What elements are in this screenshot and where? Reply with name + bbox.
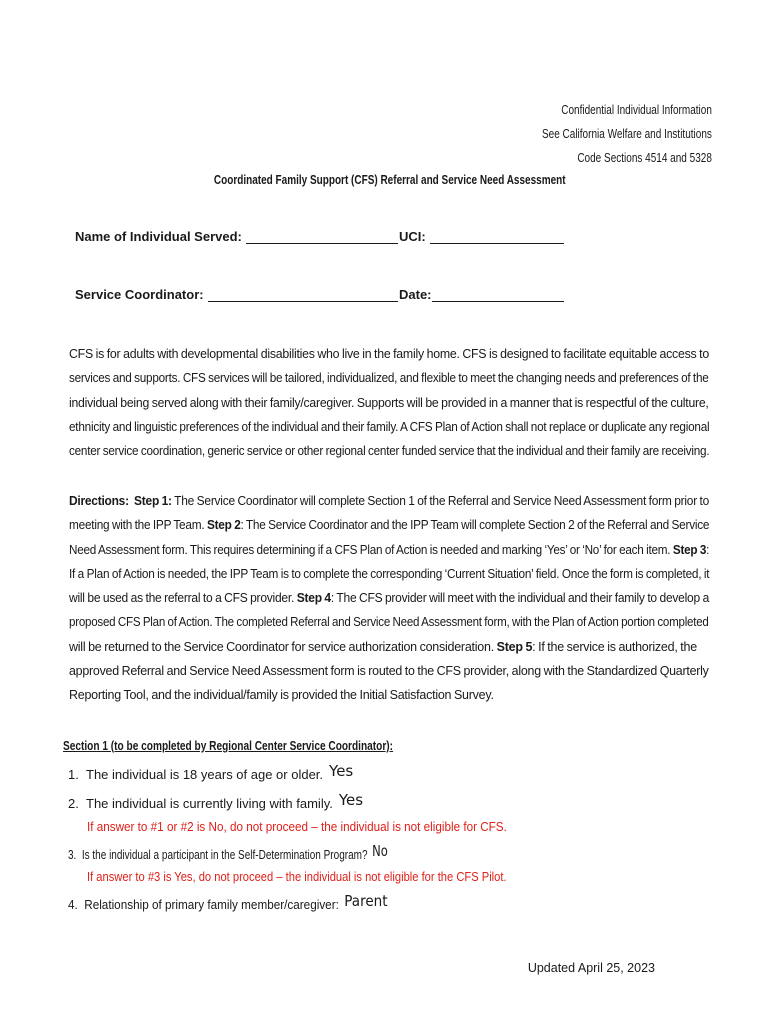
directions-line [69, 489, 710, 513]
intro-line: individual being served along with their family/caregiver. Supports will be provided in a manner that is respectful of the culture, [69, 395, 709, 410]
item-question: Relationship of primary family member/caregiver: [84, 897, 339, 912]
item-number: 2. [68, 796, 79, 811]
item-number: 4. [68, 897, 78, 912]
item-answer-field[interactable]: Yes [338, 791, 364, 809]
confidentiality-line-2: See California Welfare and Institutions [542, 126, 712, 141]
item-question: The individual is currently living with family. [86, 796, 333, 811]
eligibility-warning-2: If answer to #3 is Yes, do not proceed – the individual is not eligible for the CFS Pilot. [87, 869, 507, 884]
directions-line [69, 635, 709, 659]
directions-text: meeting with the IPP Team. [69, 518, 207, 533]
date-label: Date: [399, 287, 432, 302]
step-4-label: Step 4 [296, 591, 331, 606]
item-number: 3. [68, 847, 77, 862]
service-coordinator-field[interactable] [75, 287, 398, 302]
confidentiality-line-3: Code Sections 4514 and 5328 [577, 150, 712, 165]
directions-text: : The Service Coordinator and the IPP Team will complete Section 2 of the Referral and Service [240, 518, 710, 533]
directions-line: proposed CFS Plan of Action. The completed Referral and Service Need Assessment form, with the Plan of Action portion completed [69, 615, 709, 630]
directions-text: : [706, 542, 710, 557]
directions-text: : The CFS provider will meet with the individual and their family to develop a [330, 591, 710, 606]
directions-line [69, 513, 710, 537]
confidentiality-line-1: Confidential Individual Information [561, 102, 712, 117]
service-coordinator-label: Service Coordinator: [75, 287, 204, 302]
eligibility-warning-1: If answer to #1 or #2 is No, do not proceed – the individual is not eligible for CFS. [87, 819, 507, 834]
name-of-individual-label: Name of Individual Served: [75, 229, 242, 244]
item-answer-field[interactable]: Yes [329, 762, 354, 780]
directions-paragraph [69, 489, 709, 708]
intro-line: services and supports. CFS services will be tailored, individualized, and flexible to meet the changing needs and preferences of the [69, 371, 709, 386]
service-coordinator-input-line[interactable] [208, 287, 398, 302]
directions-line [69, 538, 710, 562]
step-1-text: The Service Coordinator will complete Section 1 of the Referral and Service Need Assessment form prior to [171, 494, 710, 508]
section-1-item-3 [68, 842, 388, 863]
updated-date: Updated April 25, 2023 [527, 961, 655, 975]
date-input-line[interactable] [432, 287, 564, 302]
directions-text: : If the service is authorized, the [532, 639, 697, 654]
directions-line: Reporting Tool, and the individual/family is provided the Initial Satisfaction Survey. [69, 688, 494, 703]
item-number: 1. [68, 767, 79, 782]
step-3-label: Step 3 [672, 542, 707, 557]
directions-line [69, 586, 710, 610]
step-5-label: Step 5 [496, 639, 533, 654]
uci-input-line[interactable] [430, 229, 564, 244]
intro-line: center service coordination, generic service or other regional center funded service that the individual and their family are receiving. [69, 444, 710, 459]
directions-line: If a Plan of Action is needed, the IPP Team is to complete the corresponding ‘Current Situation’ field. Once the form is completed, it [69, 566, 710, 581]
intro-line: CFS is for adults with developmental disabilities who live in the family home. CFS is designed to facilitate equitable access to [69, 347, 709, 361]
item-question: Is the individual a participant in the Self-Determination Program? [81, 847, 368, 862]
item-question: The individual is 18 years of age or older. [86, 767, 324, 782]
intro-line: ethnicity and linguistic preferences of the individual and their family. A CFS Plan of Action shall not replace or duplicate any regional [69, 419, 710, 434]
uci-label: UCI: [399, 229, 426, 244]
item-answer-field[interactable]: No [372, 842, 388, 860]
item-answer-field[interactable]: Parent [344, 892, 388, 910]
name-of-individual-field[interactable] [75, 229, 398, 244]
intro-paragraph [69, 342, 709, 463]
step-1-label: Step 1: [134, 494, 172, 508]
directions-line: approved Referral and Service Need Assessment form is routed to the CFS provider, along with the Standardized Quarterly [69, 664, 709, 679]
directions-text: Need Assessment form. This requires determining if a CFS Plan of Action is needed and marking ‘Yes’ or ‘No’ for each item. [69, 542, 673, 557]
section-1-item-2 [68, 791, 364, 812]
directions-text: will be used as the referral to a CFS provider. [69, 591, 297, 606]
directions-label: Directions: [69, 494, 129, 508]
section-1-heading: Section 1 (to be completed by Regional Center Service Coordinator): [63, 738, 394, 753]
confidentiality-notice [542, 98, 712, 170]
date-field[interactable] [399, 287, 564, 302]
section-1-item-1 [68, 762, 354, 783]
section-1-item-4 [68, 892, 388, 913]
uci-field[interactable] [399, 229, 564, 244]
document-title: Coordinated Family Support (CFS) Referral and Service Need Assessment [214, 172, 566, 187]
name-of-individual-input-line[interactable] [246, 229, 398, 244]
step-2-label: Step 2 [206, 518, 241, 533]
directions-text: will be returned to the Service Coordinator for service authorization consideration. [69, 639, 497, 654]
